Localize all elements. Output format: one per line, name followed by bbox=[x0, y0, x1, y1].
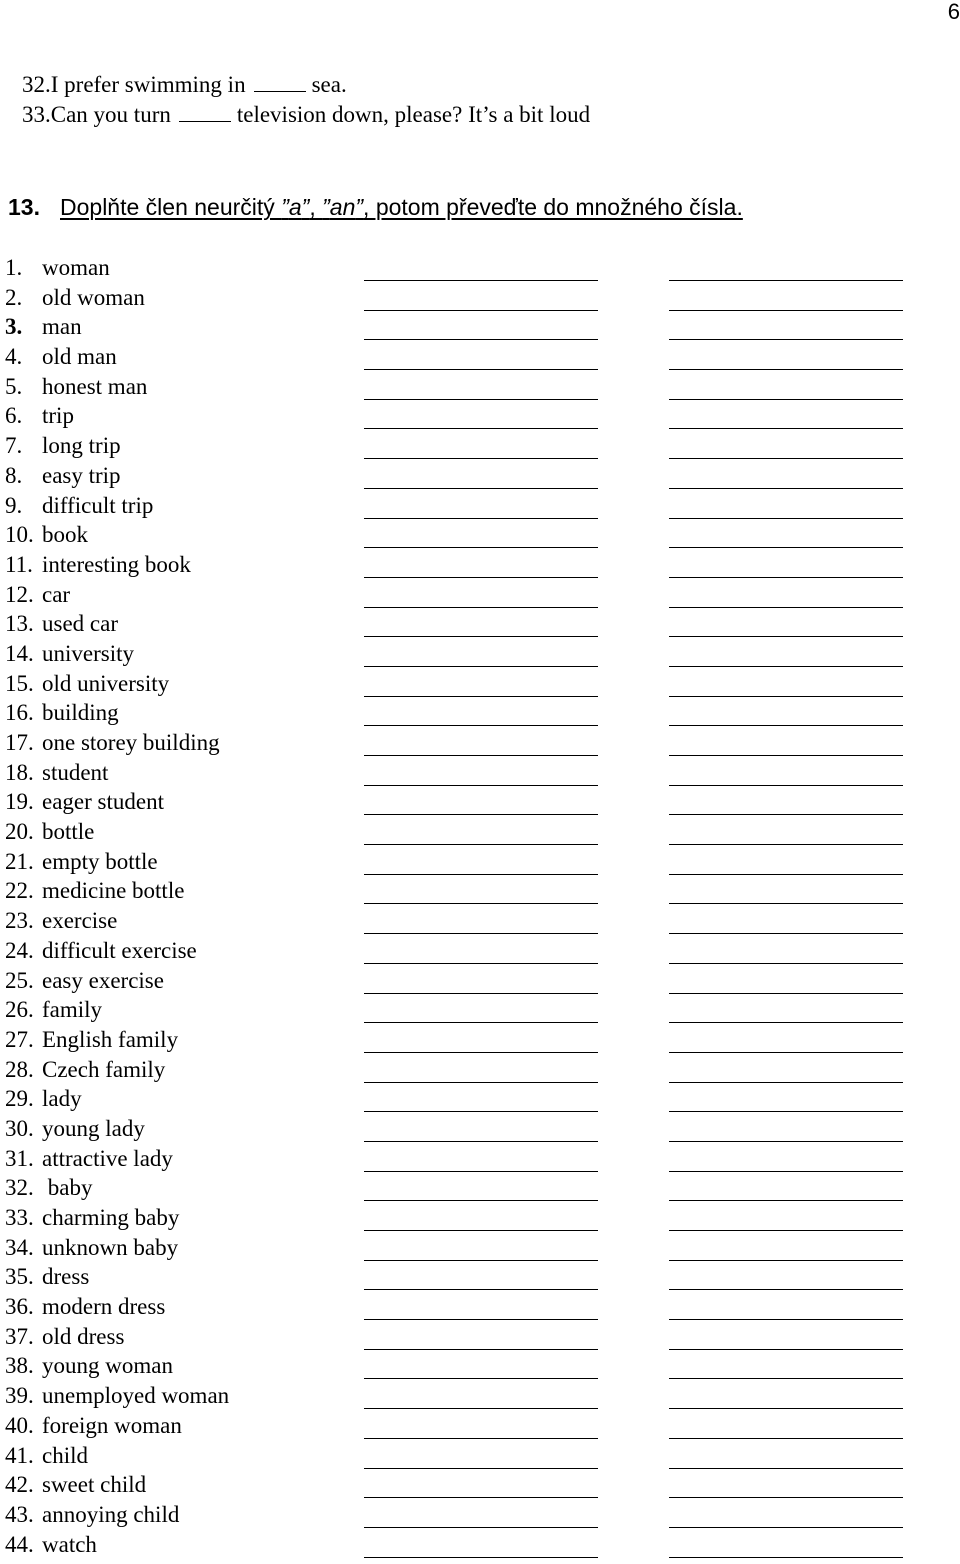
item-text: modern dress bbox=[42, 1294, 166, 1320]
item-number: 39. bbox=[5, 1383, 34, 1409]
answer-blank-singular[interactable] bbox=[364, 1497, 598, 1498]
answer-blank-singular[interactable] bbox=[364, 785, 598, 786]
answer-blank-plural[interactable] bbox=[669, 339, 903, 340]
answer-blank-singular[interactable] bbox=[364, 1468, 598, 1469]
list-item bbox=[0, 1501, 960, 1531]
answer-blank-singular[interactable] bbox=[364, 310, 598, 311]
section-number: 13. bbox=[8, 194, 40, 220]
item-number: 31. bbox=[5, 1145, 34, 1171]
item-text: one storey building bbox=[42, 730, 220, 755]
item-number: 13. bbox=[5, 611, 34, 637]
item-text: charming baby bbox=[42, 1205, 180, 1230]
answer-blank-plural[interactable] bbox=[669, 1230, 903, 1231]
item-label bbox=[5, 1442, 88, 1470]
item-text: attractive lady bbox=[42, 1145, 173, 1171]
item-number: 34. bbox=[5, 1234, 34, 1260]
item-label bbox=[5, 996, 102, 1024]
item-number: 26. bbox=[5, 997, 34, 1023]
item-number: 32. bbox=[5, 1175, 34, 1201]
item-label bbox=[5, 1412, 182, 1440]
item-text: honest man bbox=[42, 373, 148, 399]
item-label bbox=[5, 254, 110, 282]
item-text: unknown baby bbox=[42, 1234, 179, 1260]
item-number: 8. bbox=[5, 462, 23, 488]
answer-blank-singular[interactable] bbox=[364, 1230, 598, 1231]
answer-blank-singular[interactable] bbox=[364, 844, 598, 845]
list-item bbox=[0, 1352, 960, 1382]
answer-blank-singular[interactable] bbox=[364, 933, 598, 934]
item-number: 20. bbox=[5, 819, 34, 845]
answer-blank-plural[interactable] bbox=[669, 280, 903, 281]
answer-blank-plural[interactable] bbox=[669, 1052, 903, 1053]
answer-blank-singular[interactable] bbox=[364, 399, 598, 400]
answer-blank-singular[interactable] bbox=[364, 755, 598, 756]
item-label bbox=[5, 1352, 173, 1380]
answer-blank-plural[interactable] bbox=[669, 1289, 903, 1290]
answer-blank-plural[interactable] bbox=[669, 844, 903, 845]
item-text: old woman bbox=[42, 284, 145, 310]
answer-blank-plural[interactable] bbox=[669, 488, 903, 489]
exercise-item-33 bbox=[22, 100, 590, 130]
answer-blank-singular[interactable] bbox=[364, 577, 598, 578]
item-label bbox=[5, 788, 164, 816]
item-text: unemployed woman bbox=[42, 1383, 230, 1409]
item-text: car bbox=[42, 581, 71, 607]
list-item bbox=[0, 1056, 960, 1086]
item-label bbox=[5, 551, 191, 579]
answer-blank-singular[interactable] bbox=[364, 488, 598, 489]
item-text: child bbox=[42, 1442, 88, 1468]
item-number: 18. bbox=[5, 759, 34, 785]
section-heading bbox=[8, 193, 743, 221]
item-text: old man bbox=[42, 344, 117, 370]
answer-blank-singular[interactable] bbox=[364, 1557, 598, 1558]
item-label bbox=[5, 1531, 97, 1559]
answer-blank-plural[interactable] bbox=[669, 1378, 903, 1379]
item-number: 33. bbox=[22, 102, 51, 127]
item-label bbox=[5, 937, 197, 965]
answer-blank-singular[interactable] bbox=[364, 696, 598, 697]
item-text: family bbox=[42, 997, 103, 1023]
item-text: building bbox=[42, 700, 119, 726]
answer-blank-plural[interactable] bbox=[669, 1022, 903, 1023]
item-label bbox=[5, 343, 117, 371]
item-text: sweet child bbox=[42, 1472, 147, 1498]
item-number: 24. bbox=[5, 937, 34, 963]
item-number: 14. bbox=[5, 640, 34, 666]
list-item bbox=[0, 848, 960, 878]
answer-blank-plural[interactable] bbox=[669, 1319, 903, 1320]
answer-blank[interactable] bbox=[254, 71, 306, 92]
answer-blank-singular[interactable] bbox=[364, 428, 598, 429]
answer-blank-plural[interactable] bbox=[669, 310, 903, 311]
item-label bbox=[5, 284, 145, 312]
list-item bbox=[0, 1442, 960, 1472]
item-text: difficult exercise bbox=[42, 937, 197, 963]
answer-blank-singular[interactable] bbox=[364, 1082, 598, 1083]
item-number: 2. bbox=[5, 284, 23, 310]
list-item bbox=[0, 1115, 960, 1145]
instruction-text: Doplňte člen neurčitý bbox=[60, 194, 282, 220]
item-label bbox=[5, 373, 147, 401]
item-text: baby bbox=[42, 1175, 93, 1201]
item-number: 27. bbox=[5, 1026, 34, 1052]
answer-blank-plural[interactable] bbox=[669, 1408, 903, 1409]
item-number: 38. bbox=[5, 1353, 34, 1379]
item-text: Czech family bbox=[42, 1056, 166, 1082]
item-text: English family bbox=[42, 1026, 179, 1052]
item-number: 35. bbox=[5, 1264, 34, 1290]
answer-blank-plural[interactable] bbox=[669, 458, 903, 459]
item-number: 15. bbox=[5, 670, 34, 696]
item-label bbox=[5, 313, 82, 341]
answer-blank-singular[interactable] bbox=[364, 458, 598, 459]
item-number: 30. bbox=[5, 1115, 34, 1141]
item-number: 32. bbox=[22, 72, 51, 97]
answer-blank-singular[interactable] bbox=[364, 1200, 598, 1201]
item-label bbox=[5, 1085, 82, 1113]
item-text-before: Can you turn bbox=[50, 102, 171, 127]
answer-blank-plural[interactable] bbox=[669, 607, 903, 608]
item-text: used car bbox=[42, 611, 118, 637]
item-label bbox=[5, 759, 108, 787]
list-item bbox=[0, 1382, 960, 1412]
list-item bbox=[0, 877, 960, 907]
exercise-item-32 bbox=[22, 70, 347, 100]
answer-blank-singular[interactable] bbox=[364, 636, 598, 637]
item-number: 25. bbox=[5, 967, 34, 993]
list-item bbox=[0, 967, 960, 997]
item-label bbox=[5, 818, 94, 846]
list-item bbox=[0, 551, 960, 581]
list-item bbox=[0, 343, 960, 373]
item-number: 6. bbox=[5, 403, 23, 429]
answer-blank-plural[interactable] bbox=[669, 725, 903, 726]
answer-blank-singular[interactable] bbox=[364, 1052, 598, 1053]
list-item bbox=[0, 996, 960, 1026]
item-label bbox=[5, 699, 119, 727]
item-label bbox=[5, 729, 220, 757]
list-item bbox=[0, 937, 960, 967]
answer-blank-plural[interactable] bbox=[669, 1497, 903, 1498]
answer-blank-singular[interactable] bbox=[364, 369, 598, 370]
item-number: 17. bbox=[5, 730, 34, 755]
answer-blank-plural[interactable] bbox=[669, 636, 903, 637]
item-text: lady bbox=[42, 1086, 82, 1112]
answer-blank-plural[interactable] bbox=[669, 874, 903, 875]
answer-blank-plural[interactable] bbox=[669, 1082, 903, 1083]
answer-blank-singular[interactable] bbox=[364, 725, 598, 726]
item-text-before: I prefer swimming in bbox=[50, 72, 246, 97]
answer-blank-singular[interactable] bbox=[364, 963, 598, 964]
answer-blank-singular[interactable] bbox=[364, 1319, 598, 1320]
answer-blank-singular[interactable] bbox=[364, 547, 598, 548]
list-item bbox=[0, 1263, 960, 1293]
item-label bbox=[5, 907, 117, 935]
item-text-after: television down, please? It’s a bit loud bbox=[236, 102, 591, 127]
item-number: 1. bbox=[5, 255, 23, 280]
exercise-list bbox=[0, 254, 960, 1560]
item-label bbox=[5, 1026, 178, 1054]
item-label bbox=[5, 402, 74, 430]
item-number: 19. bbox=[5, 789, 34, 815]
item-number: 11. bbox=[5, 551, 33, 577]
answer-blank-singular[interactable] bbox=[364, 666, 598, 667]
item-label bbox=[5, 521, 88, 549]
item-text: easy trip bbox=[42, 462, 121, 488]
item-label bbox=[5, 581, 70, 609]
answer-blank-plural[interactable] bbox=[669, 993, 903, 994]
item-label bbox=[5, 1204, 179, 1232]
answer-blank-plural[interactable] bbox=[669, 1171, 903, 1172]
item-text: long trip bbox=[42, 433, 121, 459]
item-label bbox=[5, 1471, 146, 1499]
answer-blank-plural[interactable] bbox=[669, 369, 903, 370]
answer-blank-singular[interactable] bbox=[364, 814, 598, 815]
answer-blank-singular[interactable] bbox=[364, 280, 598, 281]
answer-blank-singular[interactable] bbox=[364, 1408, 598, 1409]
answer-blank-singular[interactable] bbox=[364, 607, 598, 608]
list-item bbox=[0, 1174, 960, 1204]
item-text: old dress bbox=[42, 1323, 125, 1349]
item-text: university bbox=[42, 640, 134, 666]
item-number: 28. bbox=[5, 1056, 34, 1082]
answer-blank-singular[interactable] bbox=[364, 874, 598, 875]
answer-blank-singular[interactable] bbox=[364, 1022, 598, 1023]
list-item bbox=[0, 1204, 960, 1234]
answer-blank-plural[interactable] bbox=[669, 518, 903, 519]
list-item bbox=[0, 610, 960, 640]
item-label bbox=[5, 1293, 165, 1321]
list-item bbox=[0, 729, 960, 759]
item-number: 5. bbox=[5, 373, 23, 399]
item-number: 36. bbox=[5, 1294, 34, 1320]
answer-blank-plural[interactable] bbox=[669, 1349, 903, 1350]
answer-blank-plural[interactable] bbox=[669, 903, 903, 904]
answer-blank-singular[interactable] bbox=[364, 1141, 598, 1142]
item-number: 42. bbox=[5, 1472, 34, 1498]
instruction-text-end: , potom převeďte do množného čísla. bbox=[363, 194, 743, 220]
item-number: 7. bbox=[5, 433, 23, 459]
answer-blank-plural[interactable] bbox=[669, 577, 903, 578]
item-number: 44. bbox=[5, 1531, 34, 1557]
list-item bbox=[0, 1293, 960, 1323]
answer-blank[interactable] bbox=[179, 101, 231, 122]
answer-blank-singular[interactable] bbox=[364, 339, 598, 340]
answer-blank-singular[interactable] bbox=[364, 1438, 598, 1439]
item-label bbox=[5, 640, 134, 668]
item-text: old university bbox=[42, 670, 170, 696]
answer-blank-plural[interactable] bbox=[669, 547, 903, 548]
item-number: 37. bbox=[5, 1323, 34, 1349]
item-number: 40. bbox=[5, 1412, 34, 1438]
item-label bbox=[5, 432, 121, 460]
instruction-separator: , bbox=[309, 194, 323, 220]
item-label bbox=[5, 462, 121, 490]
answer-blank-singular[interactable] bbox=[364, 1378, 598, 1379]
answer-blank-plural[interactable] bbox=[669, 1111, 903, 1112]
item-number: 33. bbox=[5, 1205, 34, 1230]
list-item bbox=[0, 1145, 960, 1175]
item-text: student bbox=[42, 759, 109, 785]
item-label bbox=[5, 967, 164, 995]
item-number: 43. bbox=[5, 1501, 34, 1527]
list-item bbox=[0, 373, 960, 403]
list-item bbox=[0, 432, 960, 462]
item-text: easy exercise bbox=[42, 967, 164, 993]
item-label bbox=[5, 1382, 229, 1410]
item-text: annoying child bbox=[42, 1501, 180, 1527]
list-item bbox=[0, 284, 960, 314]
item-text: empty bottle bbox=[42, 848, 158, 874]
list-item bbox=[0, 1085, 960, 1115]
answer-blank-singular[interactable] bbox=[364, 518, 598, 519]
answer-blank-plural[interactable] bbox=[669, 1468, 903, 1469]
list-item bbox=[0, 699, 960, 729]
item-label bbox=[5, 610, 118, 638]
item-label bbox=[5, 1174, 92, 1202]
item-number: 41. bbox=[5, 1442, 34, 1468]
item-text: young woman bbox=[42, 1353, 173, 1379]
answer-blank-plural[interactable] bbox=[669, 1141, 903, 1142]
answer-blank-plural[interactable] bbox=[669, 1200, 903, 1201]
section-instruction: Doplňte člen neurčitý ”a”, ”an”, potom převeďte do množného čísla. bbox=[60, 194, 743, 220]
list-item bbox=[0, 788, 960, 818]
item-text: bottle bbox=[42, 819, 95, 845]
item-text-after: sea. bbox=[311, 72, 347, 97]
page-number: 6 bbox=[947, 0, 960, 24]
item-text: interesting book bbox=[42, 551, 191, 577]
list-item bbox=[0, 402, 960, 432]
item-text: foreign woman bbox=[42, 1412, 182, 1438]
item-label bbox=[5, 1501, 179, 1529]
item-number: 4. bbox=[5, 344, 23, 370]
list-item bbox=[0, 818, 960, 848]
item-number: 22. bbox=[5, 878, 34, 904]
list-item bbox=[0, 670, 960, 700]
item-label bbox=[5, 1234, 178, 1262]
answer-blank-plural[interactable] bbox=[669, 755, 903, 756]
answer-blank-plural[interactable] bbox=[669, 1527, 903, 1528]
item-text: exercise bbox=[42, 908, 118, 934]
answer-blank-plural[interactable] bbox=[669, 696, 903, 697]
answer-blank-plural[interactable] bbox=[669, 666, 903, 667]
list-item bbox=[0, 521, 960, 551]
list-item bbox=[0, 1412, 960, 1442]
item-text: man bbox=[42, 314, 82, 340]
item-label bbox=[5, 1115, 145, 1143]
item-label bbox=[5, 670, 169, 698]
item-number: 29. bbox=[5, 1086, 34, 1112]
article-an: an bbox=[329, 194, 356, 220]
item-label bbox=[5, 1056, 165, 1084]
answer-blank-singular[interactable] bbox=[364, 1171, 598, 1172]
list-item bbox=[0, 462, 960, 492]
answer-blank-plural[interactable] bbox=[669, 428, 903, 429]
item-number: 3. bbox=[5, 314, 23, 340]
answer-blank-plural[interactable] bbox=[669, 933, 903, 934]
item-label bbox=[5, 1323, 124, 1351]
item-label bbox=[5, 1263, 89, 1291]
list-item bbox=[0, 492, 960, 522]
list-item bbox=[0, 581, 960, 611]
list-item bbox=[0, 1471, 960, 1501]
answer-blank-plural[interactable] bbox=[669, 785, 903, 786]
list-item bbox=[0, 640, 960, 670]
item-text: medicine bottle bbox=[42, 878, 185, 904]
list-item bbox=[0, 907, 960, 937]
item-text: dress bbox=[42, 1264, 90, 1290]
item-number: 10. bbox=[5, 522, 34, 548]
answer-blank-singular[interactable] bbox=[364, 1289, 598, 1290]
answer-blank-plural[interactable] bbox=[669, 399, 903, 400]
list-item bbox=[0, 254, 960, 284]
list-item bbox=[0, 1531, 960, 1561]
item-label bbox=[5, 1145, 173, 1173]
item-number: 21. bbox=[5, 848, 34, 874]
answer-blank-plural[interactable] bbox=[669, 814, 903, 815]
answer-blank-singular[interactable] bbox=[364, 1260, 598, 1261]
answer-blank-singular[interactable] bbox=[364, 903, 598, 904]
item-number: 12. bbox=[5, 581, 34, 607]
item-text: book bbox=[42, 522, 88, 548]
item-text: trip bbox=[42, 403, 74, 429]
list-item bbox=[0, 1026, 960, 1056]
item-label bbox=[5, 877, 184, 905]
item-text: eager student bbox=[42, 789, 164, 815]
item-text: difficult trip bbox=[42, 492, 154, 518]
article-a: a bbox=[288, 194, 302, 220]
answer-blank-plural[interactable] bbox=[669, 963, 903, 964]
answer-blank-singular[interactable] bbox=[364, 1111, 598, 1112]
item-number: 23. bbox=[5, 908, 34, 934]
item-number: 16. bbox=[5, 700, 34, 726]
list-item bbox=[0, 1323, 960, 1353]
answer-blank-plural[interactable] bbox=[669, 1557, 903, 1558]
answer-blank-singular[interactable] bbox=[364, 1527, 598, 1528]
item-label bbox=[5, 492, 153, 520]
item-text: watch bbox=[42, 1531, 97, 1557]
item-number: 9. bbox=[5, 492, 23, 518]
answer-blank-plural[interactable] bbox=[669, 1438, 903, 1439]
item-text: woman bbox=[42, 255, 110, 280]
list-item bbox=[0, 759, 960, 789]
list-item bbox=[0, 313, 960, 343]
item-text: young lady bbox=[42, 1115, 145, 1141]
list-item bbox=[0, 1234, 960, 1264]
item-label bbox=[5, 848, 158, 876]
answer-blank-singular[interactable] bbox=[364, 1349, 598, 1350]
answer-blank-plural[interactable] bbox=[669, 1260, 903, 1261]
answer-blank-singular[interactable] bbox=[364, 993, 598, 994]
